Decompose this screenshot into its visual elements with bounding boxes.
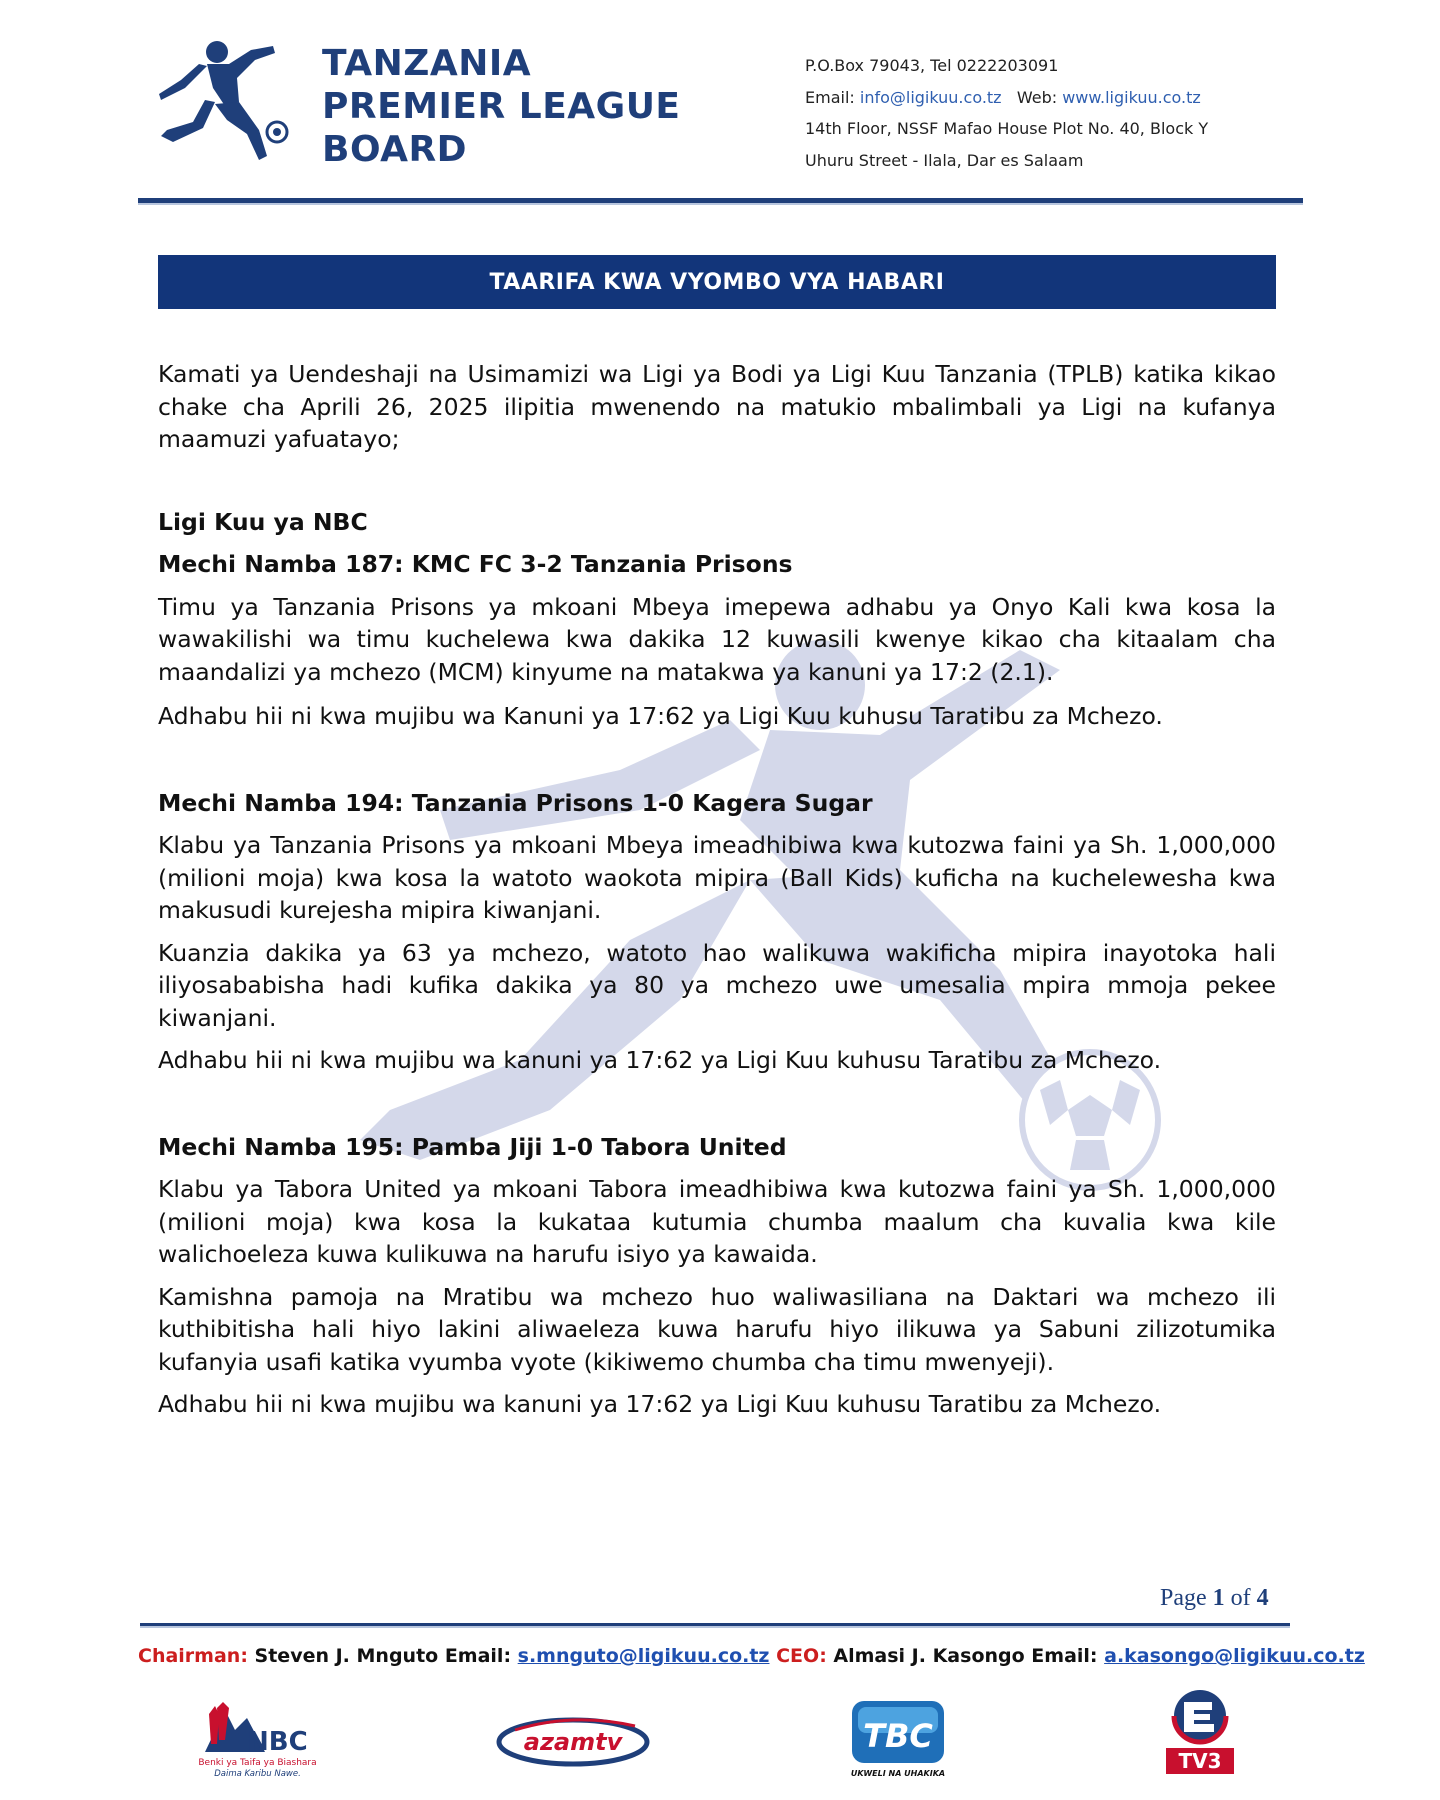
nbc-mark-icon [195,1700,320,1758]
organization-name [322,42,681,171]
intro-paragraph: Kamati ya Uendeshaji na Usimamizi wa Ligi ya Bodi ya Ligi Kuu Tanzania (TPLB) katika kikao chake cha Aprili 26, 2025 ilipitia mwenendo na matukio mbalimbali ya Ligi na kufanya maamuzi yafuatayo; [158,360,1276,453]
email-link[interactable]: info@ligikuu.co.tz [859,87,1002,107]
ceo-label: CEO: [769,1645,827,1667]
page-total: 4 [1256,1585,1269,1611]
press-release-banner [158,255,1276,309]
page-prefix: Page [1160,1585,1207,1611]
match-195-paragraph-1: Klabu ya Tabora United ya mkoani Tabora imeadhibiwa kwa kutozwa faini ya Sh. 1,000,000 (milioni moja) kwa kosa la kukataa kutumia chumba maalum cha kuvalia kwa kile walichoeleza kuwa kulikuwa na harufu isiyo ya kawaida. [158,1175,1276,1268]
azamtv-wordmark: azamtv [523,1728,623,1756]
web-link[interactable]: www.ligikuu.co.tz [1062,87,1201,107]
match-194-paragraph-1: Klabu ya Tanzania Prisons ya mkoani Mbeya imeadhibiwa kwa kutozwa faini ya Sh. 1,000,000 (milioni moja) kwa kosa la watoto waokota mipira (Ball Kids) kuficha na kuchelewesha kwa makusudi kurejesha mipira kiwanjani. [158,831,1276,924]
page-number [1160,1585,1269,1612]
match-195-paragraph-3: Adhabu hii ni kwa mujibu wa kanuni ya 17:62 ya Ligi Kuu kuhusu Taratibu za Mchezo. [158,1390,1162,1418]
press-release-body [158,358,1276,1421]
tbc-logo [848,1697,948,1779]
contact-block [805,50,1208,176]
match-187-paragraph-2: Adhabu hii ni kwa mujibu wa Kanuni ya 17:62 ya Ligi Kuu kuhusu Taratibu za Mchezo. [158,702,1163,730]
tbc-tagline: UKWELI NA UHAKIKA [850,1769,946,1778]
tbc-wordmark: TBC [863,1717,933,1755]
po-box-phone: P.O.Box 79043, Tel 0222203091 [805,56,1059,75]
address-line-2: Uhuru Street - Ilala, Dar es Salaam [805,150,1084,170]
org-name-line-3: BOARD [322,129,468,170]
nbc-tagline: Benki ya Taifa ya Biashara [198,1758,317,1768]
match-194-title: Mechi Namba 194: Tanzania Prisons 1-0 Kagera Sugar [158,788,873,817]
nbc-logo [195,1700,320,1780]
tbc-mark-icon [848,1697,948,1767]
email-web-line [805,82,1208,114]
chairman-label: Chairman: [138,1645,248,1667]
match-187-title: Mechi Namba 187: KMC FC 3-2 Tanzania Prisons [158,550,793,578]
header-divider [138,198,1303,203]
nbc-slogan: Daima Karibu Nawe. [214,1769,301,1779]
match-195-paragraph-2: Kamishna pamoja na Mratibu wa mchezo huo waliwasiliana na Daktari wa mchezo ili kuthibitisha hali hiyo lakini aliwaeleza kuwa harufu hiyo ilikuwa ya Sabuni zilizotumika kufanyia usafi katika vyumba vyote (kikiwemo chumba cha timu mwenyeji). [158,1282,1276,1376]
section-title: Ligi Kuu ya NBC [158,507,368,536]
chairman-email-link[interactable]: s.mnguto@ligikuu.co.tz [517,1645,770,1667]
address-line-1: 14th Floor, NSSF Mafao House Plot No. 40, Block Y [805,119,1209,138]
org-name-line-1: TANZANIA [322,43,532,84]
match-195-title: Mechi Namba 195: Pamba Jiji 1-0 Tabora United [158,1132,787,1161]
match-187-paragraph-1: Timu ya Tanzania Prisons ya mkoani Mbeya imepewa adhabu ya Onyo Kali kwa kosa la wawakilishi wa timu kuchelewa kwa dakika 12 kuwasili kwenye kikao cha kitaalam cha maandalizi ya mchezo (MCM) kinyume na matakwa ya kanuni ya 17:2 (2.1). [158,592,1276,686]
page-of: of [1230,1585,1251,1611]
nbc-wordmark: NBC [247,1727,308,1757]
ceo-name: Almasi J. Kasongo Email: [826,1645,1105,1667]
chairman-name: Steven J. Mnguto Email: [247,1645,518,1667]
azamtv-logo [495,1712,650,1768]
page-current: 1 [1212,1585,1225,1611]
ceo-email-link[interactable]: a.kasongo@ligikuu.co.tz [1104,1645,1365,1667]
org-name-line-2: PREMIER LEAGUE [322,86,681,127]
officials-line [138,1645,1365,1667]
web-label: Web: [1016,87,1058,107]
banner-title: TAARIFA KWA VYOMBO VYA HABARI [489,269,945,295]
email-label: Email: [805,87,855,107]
tv3-logo [1160,1688,1240,1778]
footballer-kicking-ball-icon [155,40,315,170]
match-194-paragraph-3: Adhabu hii ni kwa mujibu wa kanuni ya 17:62 ya Ligi Kuu kuhusu Taratibu za Mchezo. [158,1046,1162,1074]
tv3-wordmark: TV3 [1178,1749,1222,1773]
match-194-paragraph-2: Kuanzia dakika ya 63 ya mchezo, watoto hao walikuwa wakificha mipira inayotoka hali iliyosababisha hadi kufika dakika ya 80 ya mchezo uwe umesalia mpira mmoja pekee kiwanjani. [158,938,1276,1032]
footer-divider [140,1623,1290,1626]
